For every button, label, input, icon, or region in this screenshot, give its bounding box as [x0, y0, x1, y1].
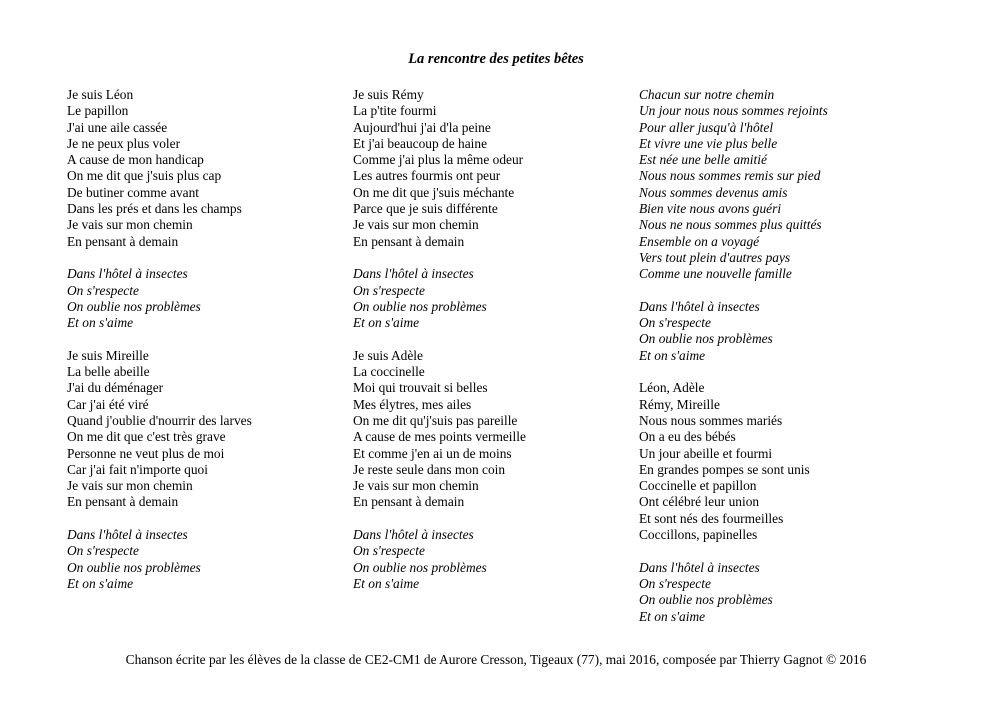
- lyric-line: En pensant à demain: [353, 233, 465, 249]
- lyric-line: Comme j'ai plus la même odeur: [353, 152, 524, 168]
- lyric-line: Nous nous sommes remis sur pied: [639, 168, 821, 184]
- lyric-line: La coccinelle: [353, 364, 425, 380]
- lyric-line: On me dit que c'est très grave: [67, 429, 226, 445]
- lyric-line: Ensemble on a voyagé: [639, 233, 760, 249]
- lyric-line: Léon, Adèle: [639, 380, 705, 396]
- lyric-line: Pour aller jusqu'à l'hôtel: [639, 119, 774, 135]
- lyric-line: Nous sommes devenus amis: [639, 184, 788, 200]
- lyric-line: Et j'ai beaucoup de haine: [353, 135, 488, 151]
- lyric-line: Personne ne veut plus de moi: [67, 445, 225, 461]
- verse-stanza: [67, 87, 337, 250]
- lyric-line: Ont célébré leur union: [639, 494, 760, 510]
- lyric-line: Je vais sur mon chemin: [67, 478, 193, 494]
- lyric-line: Et on s'aime: [639, 347, 706, 363]
- lyric-line: On s'respecte: [639, 575, 711, 591]
- lyric-line: Est née une belle amitié: [639, 152, 767, 168]
- lyric-line: On me dit que j'suis plus cap: [67, 168, 222, 184]
- lyric-line: J'ai une aile cassée: [67, 119, 168, 135]
- lyrics-column-3: [639, 87, 939, 625]
- lyric-line: Je suis Léon: [67, 87, 134, 102]
- lyric-line: Et vivre une vie plus belle: [639, 135, 778, 151]
- lyric-line: Quand j'oublie d'nourrir des larves: [67, 412, 252, 428]
- lyric-line: Je suis Mireille: [67, 347, 149, 363]
- lyric-line: On me dit qu'j'suis pas pareille: [353, 412, 518, 428]
- lyric-line: Dans l'hôtel à insectes: [353, 527, 474, 543]
- lyric-line: Je vais sur mon chemin: [67, 217, 193, 233]
- lyric-line: Vers tout plein d'autres pays: [639, 249, 791, 265]
- lyric-line: On s'respecte: [67, 282, 139, 298]
- lyric-line: Nous nous sommes mariés: [639, 412, 783, 428]
- chorus-stanza: [67, 266, 337, 331]
- lyric-line: Coccillons, papinelles: [639, 527, 758, 543]
- lyric-line: Bien vite nous avons guéri: [639, 201, 782, 217]
- lyric-line: Je ne peux plus voler: [67, 135, 181, 151]
- lyric-line: Nous ne nous sommes plus quittés: [639, 217, 822, 233]
- lyric-line: Je reste seule dans mon coin: [353, 461, 506, 477]
- lyric-line: J'ai du déménager: [67, 380, 164, 396]
- verse-stanza: [639, 380, 939, 543]
- chorus-stanza: [639, 87, 939, 283]
- lyric-line: La p'tite fourmi: [353, 103, 437, 119]
- lyric-line: En pensant à demain: [67, 233, 179, 249]
- lyric-line: On oublie nos problèmes: [639, 331, 773, 347]
- lyric-line: Rémy, Mireille: [639, 396, 720, 412]
- lyric-line: On oublie nos problèmes: [353, 559, 487, 575]
- lyric-line: Aujourd'hui j'ai d'la peine: [353, 119, 491, 135]
- lyric-line: A cause de mon handicap: [67, 152, 204, 168]
- chorus-stanza: [353, 527, 623, 592]
- lyric-line: On s'respecte: [639, 315, 711, 331]
- lyric-line: Coccinelle et papillon: [639, 478, 757, 494]
- lyric-line: Et on s'aime: [353, 315, 420, 331]
- lyric-line: Dans l'hôtel à insectes: [639, 559, 760, 575]
- page-title: La rencontre des petites bêtes: [408, 51, 584, 67]
- chorus-stanza: [639, 299, 939, 364]
- lyric-line: Et comme j'en ai un de moins: [353, 445, 512, 461]
- lyric-line: Je vais sur mon chemin: [353, 478, 479, 494]
- lyric-line: On s'respecte: [67, 543, 139, 559]
- lyric-line: On oublie nos problèmes: [67, 298, 201, 314]
- lyric-line: Dans l'hôtel à insectes: [67, 266, 188, 282]
- lyric-line: De butiner comme avant: [67, 184, 199, 200]
- credits-footer: Chanson écrite par les élèves de la classe de CE2-CM1 de Aurore Cresson, Tigeaux (77), mai 2016, composée par Thierry Gagnot © 2016: [125, 652, 867, 667]
- lyric-line: On s'respecte: [353, 282, 425, 298]
- lyric-line: On me dit que j'suis méchante: [353, 184, 515, 200]
- lyric-line: Dans les prés et dans les champs: [67, 201, 242, 217]
- lyric-line: A cause de mes points vermeille: [353, 429, 526, 445]
- lyric-line: Je vais sur mon chemin: [353, 217, 479, 233]
- lyric-line: On oublie nos problèmes: [639, 592, 773, 608]
- lyric-line: Comme une nouvelle famille: [639, 266, 792, 282]
- lyric-line: Le papillon: [67, 103, 129, 119]
- lyric-line: Car j'ai été viré: [67, 396, 149, 412]
- lyrics-column-1: [67, 87, 337, 592]
- lyric-line: On s'respecte: [353, 543, 425, 559]
- lyric-line: Et on s'aime: [639, 608, 706, 624]
- lyric-line: On oublie nos problèmes: [353, 298, 487, 314]
- lyric-line: Dans l'hôtel à insectes: [67, 527, 188, 543]
- chorus-stanza: [353, 266, 623, 331]
- lyric-line: Moi qui trouvait si belles: [353, 380, 488, 396]
- lyric-line: Chacun sur notre chemin: [639, 87, 775, 102]
- lyric-line: Je suis Adèle: [353, 347, 423, 363]
- lyric-line: En pensant à demain: [353, 494, 465, 510]
- lyric-line: En pensant à demain: [67, 494, 179, 510]
- lyric-line: Et on s'aime: [67, 575, 134, 591]
- verse-stanza: [353, 348, 623, 511]
- lyric-line: On oublie nos problèmes: [67, 559, 201, 575]
- lyric-line: Dans l'hôtel à insectes: [353, 266, 474, 282]
- lyric-line: Et sont nés des fourmeilles: [639, 510, 784, 526]
- chorus-stanza: [639, 560, 939, 625]
- lyric-line: Car j'ai fait n'importe quoi: [67, 461, 208, 477]
- lyric-line: Un jour nous nous sommes rejoints: [639, 103, 828, 119]
- lyrics-column-2: [353, 87, 623, 592]
- lyric-line: Dans l'hôtel à insectes: [639, 298, 760, 314]
- lyric-line: Parce que je suis différente: [353, 201, 498, 217]
- lyric-line: Et on s'aime: [353, 575, 420, 591]
- lyric-line: Mes élytres, mes ailes: [353, 396, 472, 412]
- lyric-line: Les autres fourmis ont peur: [353, 168, 501, 184]
- lyric-line: On a eu des bébés: [639, 429, 736, 445]
- verse-stanza: [67, 348, 337, 511]
- lyric-line: Et on s'aime: [67, 315, 134, 331]
- chorus-stanza: [67, 527, 337, 592]
- lyric-line: Je suis Rémy: [353, 87, 424, 102]
- verse-stanza: [353, 87, 623, 250]
- lyric-line: En grandes pompes se sont unis: [639, 461, 810, 477]
- lyric-line: Un jour abeille et fourmi: [639, 445, 773, 461]
- lyric-line: La belle abeille: [67, 364, 150, 380]
